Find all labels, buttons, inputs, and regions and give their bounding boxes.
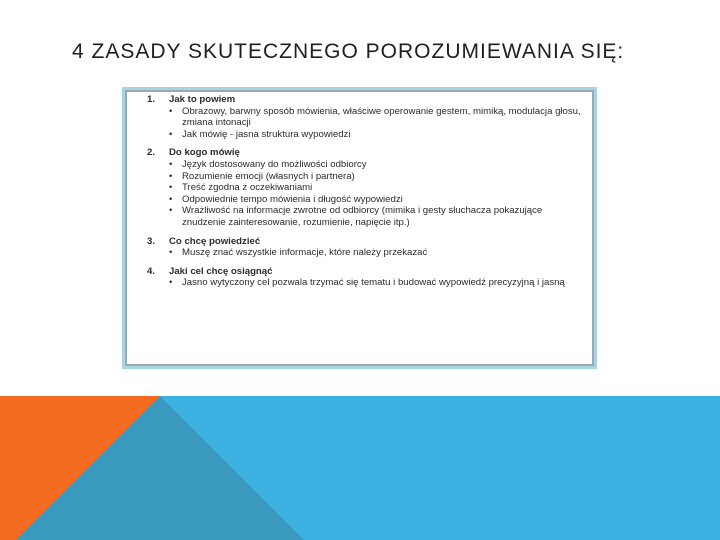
section-title: Jaki cel chcę osiągnąć <box>169 265 273 277</box>
bullet-item: • Wrażliwość na informacje zwrotne od odbiorcy (mimika i gesty słuchacza pokazujące znudzenie zainteresowanie, rozumienie, napięcie itp.) <box>169 205 586 228</box>
section-heading <box>147 147 586 159</box>
section-heading <box>147 236 586 248</box>
section-title: Do kogo mówię <box>169 147 240 159</box>
bullet-item: • Treść zgodna z oczekiwaniami <box>169 182 586 194</box>
section-number: 2. <box>147 147 156 159</box>
section-number: 4. <box>147 265 156 277</box>
section-heading <box>147 94 586 106</box>
content-image-border <box>125 90 594 366</box>
content-image <box>122 87 597 369</box>
bullet-item: • Rozumienie emocji (własnych i partnera) <box>169 171 586 183</box>
bullet-list <box>147 277 586 289</box>
section-heading <box>147 266 586 278</box>
bullet-item: • Muszę znać wszystkie informacje, które należy przekazać <box>169 247 586 259</box>
section-4 <box>147 266 586 289</box>
bullet-item: • Jasno wytyczony cel pozwala trzymać się tematu i budować wypowiedź precyzyjną i jasną <box>169 277 586 289</box>
decorative-color-band <box>0 396 720 540</box>
section-3 <box>147 236 586 259</box>
bullet-list <box>147 247 586 259</box>
bullet-list <box>147 159 586 229</box>
section-title: Jak to powiem <box>169 94 236 105</box>
bullet-item: • Jak mówię - jasna struktura wypowiedzi <box>169 129 586 141</box>
bullet-list <box>147 106 586 141</box>
bullet-item: • Język dostosowany do możliwości odbiorcy <box>169 159 586 171</box>
section-title: Co chcę powiedzieć <box>169 235 261 247</box>
section-1 <box>147 94 586 140</box>
section-2 <box>147 147 586 228</box>
bullet-item: • Obrazowy, barwny sposób mówienia, właściwe operowanie gestem, mimiką, modulacja głosu, zmiana intonacji <box>169 106 586 129</box>
section-number: 1. <box>147 94 156 105</box>
section-number: 3. <box>147 235 156 247</box>
slide-title: 4 ZASADY SKUTECZNEGO POROZUMIEWANIA SIĘ: <box>72 40 625 63</box>
bullet-item: • Odpowiednie tempo mówienia i długość wypowiedzi <box>169 194 586 206</box>
